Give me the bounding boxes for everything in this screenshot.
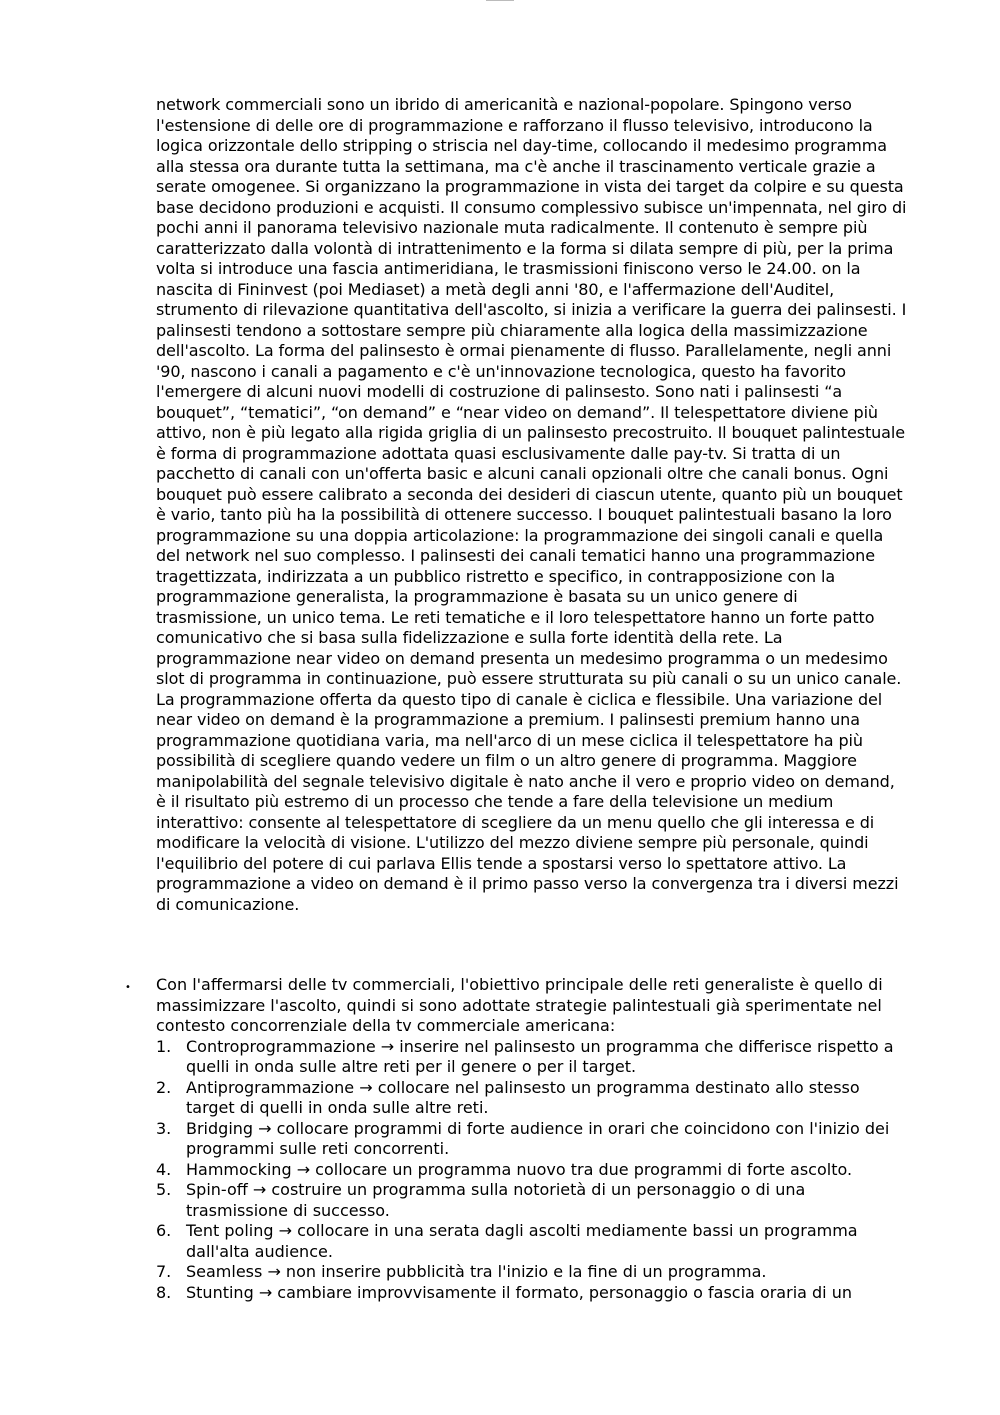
list-item	[156, 1262, 908, 1283]
list-item	[156, 1036, 908, 1078]
list-item-text: Hammocking → collocare un programma nuovo tra due programmi di forte ascolto.	[186, 1159, 853, 1179]
list-item-number: 2.	[156, 1077, 172, 1097]
list-item-text: Seamless → non inserire pubblicità tra l'inizio e la fine di un programma.	[186, 1262, 767, 1281]
list-item	[156, 1221, 908, 1262]
list-item-text: Antiprogrammazione → collocare nel palinsesto un programma destinato allo stesso target di quelli in onda sulle altre reti.	[186, 1077, 860, 1117]
list-item	[156, 1077, 908, 1119]
list-item-text: Bridging → collocare programmi di forte audience in orari che coincidono con l'inizio dei programmi sulle reti concorrenti.	[186, 1118, 890, 1158]
body-paragraph: network commerciali sono un ibrido di americanità e nazional-popolare. Spingono verso l'estensione di delle ore di programmazione e rafforzano il flusso televisivo, introducono la logica orizzontale dello stripping o striscia nel day-time, collocando il medesimo programma alla stessa ora durante tutta la settimana, ma c'è anche il trascinamento verticale grazie a serate omogenee. Si organizzano la programmazione in vista dei target da colpire e su questa base decidono produzioni e acquisti. Il consumo complessivo subisce un'impennata, nel giro di pochi anni il panorama televisivo nazionale muta radicalmente. Il contenuto è sempre più caratterizzato dalla volontà di intrattenimento e la forma si dilata sempre di più, per la prima volta si introduce una fascia antimeridiana, le trasmissioni finiscono verso le 24.00. on la nascita di Fininvest (poi Mediaset) a metà degli anni '80, e l'affermazione dell'Auditel, strumento di rilevazione quantitativa dell'ascolto, si inizia a verificare la guerra dei palinsesti. I palinsesti tendono a sottostare sempre più chiaramente alla logica della massimizzazione dell'ascolto. La forma del palinsesto è ormai pienamente di flusso. Parallelamente, negli anni '90, nascono i canali a pagamento e c'è un'innovazione tecnologica, questo ha favorito l'emergere di alcuni nuovi modelli di costruzione di palinsesto. Sono nati i palinsesti “a bouquet”, “tematici”, “on demand” e “near video on demand”. Il telespettatore diviene più attivo, non è più legato alla rigida griglia di un palinsesto precostruito. Il bouquet palintestuale è forma di programmazione adottata quasi esclusivamente dalle pay-tv. Si tratta di un pacchetto di canali con un'offerta basic e alcuni canali opzionali oltre che canali bonus. Ogni bouquet può essere calibrato a seconda dei desideri di ciascun utente, quanto più un bouquet è vario, tanto più ha la possibilità di ottenere successo. I bouquet palintestuali basano la loro programmazione su una doppia articolazione: la programmazione dei singoli canali e quella del network nel suo complesso. I palinsesti dei canali tematici hanno una programmazione tragettizzata, indirizzata a un pubblico ristretto e specifico, in contrapposizione con la programmazione generalista, la programmazione è basata su un unico genere di trasmissione, un unico tema. Le reti tematiche e il loro telespettatore hanno un forte patto comunicativo che si basa sulla fidelizzazione e sulla forte identità della rete. La programmazione near video on demand presenta un medesimo programma o un medesimo slot di programma in continuazione, può essere strutturata su più canali o su un unico canale. La programmazione offerta da questo tipo di canale è ciclica e flessibile. Una variazione del near video on demand è la programmazione a premium. I palinsesti premium hanno una programmazione quotidiana varia, ma nell'arco di un mese ciclica il telespettatore ha più possibilità di scegliere quando vedere un film o un altro genere di programma. Maggiore manipolabilità del segnale televisivo digitale è nato anche il vero e proprio video on demand, è il risultato più estremo di un processo che tende a fare della televisione un medium interattivo: consente al telespettatore di scegliere da un menu quello che gli interessa e di modificare la velocità di visione. L'utilizzo del mezzo diviene sempre più personale, quindi l'equilibrio del potere di cui parlava Ellis tende a spostarsi verso lo spettatore attivo. La programmazione a video on demand è il primo passo verso la convergenza tra i diversi mezzi di comunicazione.	[156, 95, 907, 914]
list-item-number: 3.	[156, 1118, 172, 1138]
list-item-number: 1.	[156, 1036, 172, 1056]
list-item	[156, 1180, 908, 1221]
list-item	[156, 1159, 908, 1181]
strategy-list	[120, 1037, 910, 1304]
list-item-number: 5.	[156, 1180, 172, 1199]
list-item-number: 8.	[156, 1282, 172, 1302]
list-item-number: 7.	[156, 1262, 172, 1281]
list-item-text: Controprogrammazione → inserire nel palinsesto un programma che differisce rispetto a quelli in onda sulle altre reti per il genere o per il target.	[186, 1036, 894, 1076]
bullet-icon: •	[125, 982, 131, 993]
bullet-intro-text: Con l'affermarsi delle tv commerciali, l'obiettivo principale delle reti generaliste è quello di massimizzare l'ascolto, quindi si sono adottate strategie palintestuali già sperimentate nel contesto concorrenziale della tv commerciale americana:	[156, 975, 883, 1035]
bullet-section	[120, 975, 910, 1303]
list-item	[156, 1282, 908, 1304]
list-item-number: 6.	[156, 1221, 172, 1240]
list-item-number: 4.	[156, 1159, 172, 1179]
list-item-text: Tent poling → collocare in una serata dagli ascolti mediamente bassi un programma dall'alta audience.	[186, 1221, 858, 1261]
list-item	[156, 1118, 908, 1160]
list-item-text: Spin-off → costruire un programma sulla notorietà di un personaggio o di una trasmissione di successo.	[186, 1180, 806, 1220]
page-header-mark	[486, 0, 514, 5]
list-item-text: Stunting → cambiare improvvisamente il formato, personaggio o fascia oraria di un	[186, 1282, 852, 1302]
